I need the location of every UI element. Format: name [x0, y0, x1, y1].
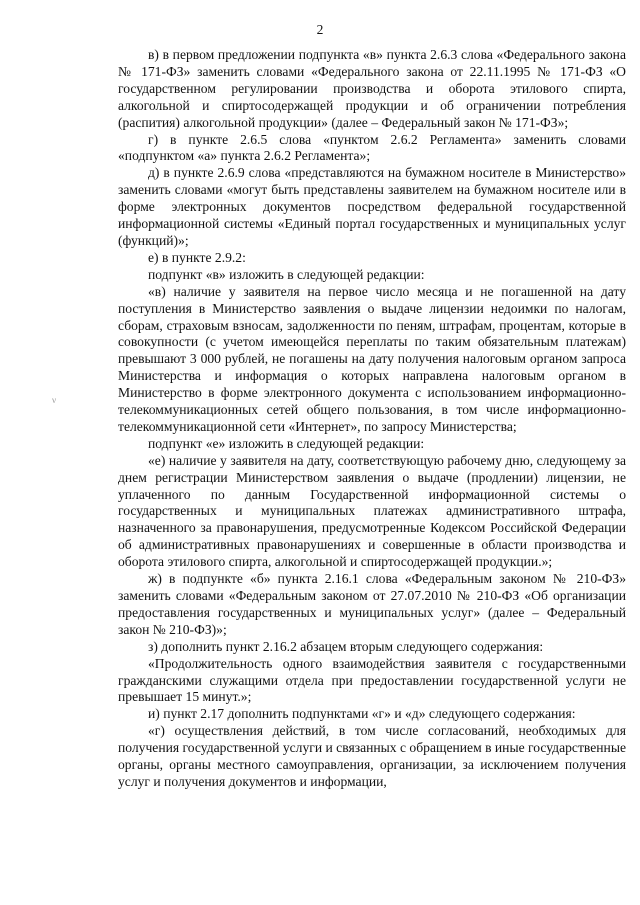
paragraph-v: в) в первом предложении подпункта «в» пункта 2.6.3 слова «Федерального закона № 171-ФЗ» заменить словами «Федерального закона от 22.11.1995 № 171-ФЗ «О государственном регулировании производства и оборота этилового спирта, алкогольной и спиртосодержащей продукции и об ограничении потребления (распития) алкогольной продукции» (далее – Федеральный закон № 171-ФЗ»;	[118, 47, 626, 130]
paragraph-g: г) в пункте 2.6.5 слова «пунктом 2.6.2 Регламента» заменить словами «подпунктом «а» пункта 2.6.2 Регламента»;	[118, 131, 626, 164]
paragraph-e: е) в пункте 2.9.2:	[148, 249, 246, 265]
paragraph-subpoint-e-text: «е) наличие у заявителя на дату, соответствующую рабочему дню, следующему за днем регистрации Министерством заявления о выдаче (продлении) лицензии, не уплаченного по данным Государственной информационной системы о государственных и муниципальных платежах административного штрафа, назначенного за правонарушения, предусмотренные Кодексом Российской Федерации об административных правонарушениях и совершенные в области производства и оборота этилового спирта, алкогольной и спиртосодержащей продукции.»;	[118, 452, 626, 570]
margin-mark: ν	[52, 395, 57, 405]
document-body	[118, 47, 626, 791]
paragraph-subpoint-e-intro: подпункт «е» изложить в следующей редакции:	[148, 435, 425, 451]
paragraph-zh: ж) в подпункте «б» пункта 2.16.1 слова «Федеральным законом № 210-ФЗ» заменить словами «Федеральным законом от 27.07.2010 № 210-ФЗ «Об организации предоставления государственных и муниципальных услуг» (далее – Федеральный закон № 210-ФЗ)»;	[118, 571, 626, 637]
paragraph-d: д) в пункте 2.6.9 слова «представляются на бумажном носителе в Министерство» заменить словами «могут быть представлены заявителем на бумажном носителе или в форме электронных документов посредством федеральной государственной информационной системы «Единый портал государственных и муниципальных услуг (функций)»;	[118, 165, 626, 248]
paragraph-i-quote: «г) осуществления действий, в том числе согласований, необходимых для получения государственной услуги и связанных с обращением в иные государственные органы, органы местного самоуправления, организации, за исключением получения услуг и получения документов и информации,	[118, 723, 626, 789]
paragraph-z-quote: «Продолжительность одного взаимодействия заявителя с государственными гражданскими служащими отдела при предоставлении государственной услуги не превышает 15 минут.»;	[118, 655, 626, 705]
page-number: 2	[316, 22, 324, 37]
paragraph-z: з) дополнить пункт 2.16.2 абзацем вторым следующего содержания:	[148, 638, 544, 654]
paragraph-subpoint-v-text: «в) наличие у заявителя на первое число месяца и не погашенной на дату поступления в Министерство заявления о выдаче лицензии недоимки по налогам, сборам, страховым взносам, задолженности по пеням, штрафам, процентам, которые в совокупности (с учетом имеющейся переплаты по таким обязательным платежам) превышают 3 000 рублей, не погашены на дату получения налоговым органом запроса Министерства и информация о которых направлена налоговым органом в Министерство в форме электронного документа с использованием информационно-телекоммуникационных сетей общего пользования, в том числе информационно-телекоммуникационной сети «Интернет», по запросу Министерства;	[118, 283, 626, 434]
paragraph-i: и) пункт 2.17 дополнить подпунктами «г» и «д» следующего содержания:	[148, 706, 576, 722]
paragraph-subpoint-v-intro: подпункт «в» изложить в следующей редакции:	[148, 266, 425, 282]
